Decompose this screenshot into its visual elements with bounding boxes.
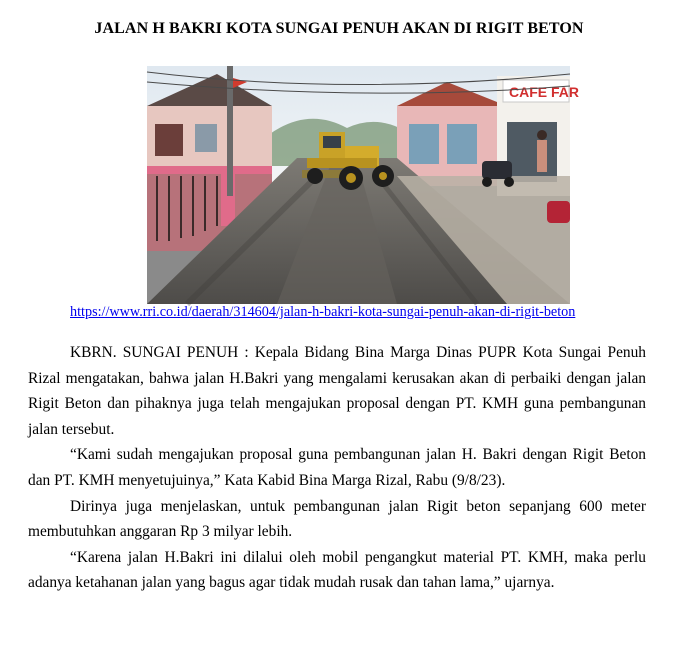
cafe-sign-text: CAFE FAR xyxy=(509,84,579,100)
paragraph: Dirinya juga menjelaskan, untuk pembangunan jalan Rigit beton sepanjang 600 meter membutuhkan anggaran Rp 3 milyar lebih. xyxy=(28,497,646,541)
paragraph: KBRN. SUNGAI PENUH : Kepala Bidang Bina Marga Dinas PUPR Kota Sungai Penuh Rizal mengatakan, bahwa jalan H.Bakri yang mengalami kerusakan akan di perbaiki dengan jalan Rigit Beton dan pihaknya juga telah mengajukan proposal dengan PT. KMH guna pembangunan jalan tersebut. xyxy=(28,344,646,438)
source-link[interactable]: https://www.rri.co.id/daerah/314604/jalan-h-bakri-kota-sungai-penuh-akan-di-rigit-beton xyxy=(70,304,576,320)
article-photo xyxy=(147,66,579,304)
paragraph: “Kami sudah mengajukan proposal guna pembangunan jalan H. Bakri dengan Rigit Beton dan PT. KMH menyetujuinya,” Kata Kabid Bina Marga Rizal, Rabu (9/8/23). xyxy=(28,446,646,489)
article-body xyxy=(28,340,646,596)
paragraph: “Karena jalan H.Bakri ini dilalui oleh mobil pengangkut material PT. KMH, maka perlu adanya ketahanan jalan yang bagus agar tidak mudah rusak dan tahan lama,” ujarnya. xyxy=(28,548,646,592)
article-title: JALAN H BAKRI KOTA SUNGAI PENUH AKAN DI RIGIT BETON xyxy=(94,20,584,37)
